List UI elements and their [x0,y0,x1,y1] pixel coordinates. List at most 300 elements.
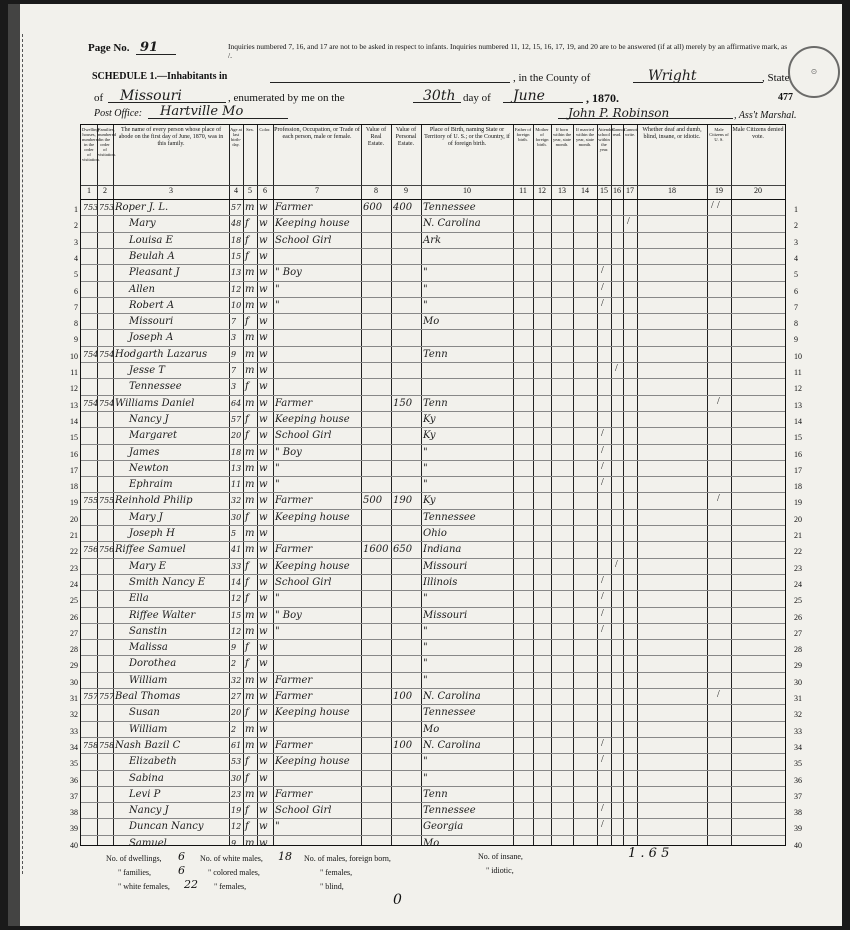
sex: f [245,316,249,328]
line-number-left: 24 [70,579,78,589]
birthplace: Tennessee [423,511,476,523]
sheet-number: 477 [778,92,793,103]
age: 7 [231,366,237,375]
occupation: Keeping house [275,511,350,523]
age: 14 [231,577,242,587]
dwelling-number: 754 [83,398,99,408]
line-number-right: 12 [794,384,802,394]
line-number-right: 1 [794,205,798,214]
dwelling-number: 754 [83,349,99,359]
color: w [259,756,268,768]
line-number-left: 27 [70,628,78,638]
color: w [259,788,268,800]
person-name: Joseph H [129,528,175,539]
age: 18 [231,235,242,245]
tick-mark: / [627,216,630,228]
birthplace: " [423,446,428,458]
day-of-label: day of [463,92,491,104]
color: w [259,625,268,637]
line-number-left: 17 [70,465,78,475]
column-header-4: Age at last birth-day. [230,127,242,147]
tick-mark: / [601,265,604,277]
color: w [259,250,268,262]
line-number-right: 19 [794,498,802,508]
person-name: Louisa E [129,234,173,246]
family-number: 754 [99,398,115,408]
sex: m [245,788,255,800]
color: w [259,479,268,491]
line-number-left: 37 [70,791,78,801]
person-name: Sanstin [129,625,168,637]
color: w [259,299,268,311]
column-header-6: Color. [259,127,271,132]
birthplace: Ohio [423,528,447,539]
line-number-right: 8 [794,319,798,329]
personal-estate-value: 650 [393,544,413,556]
color: w [259,609,268,621]
real-estate-value: 600 [363,202,383,213]
color: w [259,202,268,213]
sex: m [245,691,255,702]
color: w [259,397,268,409]
age: 11 [231,480,242,490]
tick-mark: / [601,803,604,815]
insane-label: No. of insane, [478,852,523,861]
birthplace: " [423,462,428,474]
column-number-4: 4 [234,186,238,195]
line-number-right: 37 [794,791,802,801]
occupation: " [275,479,280,491]
color: w [259,723,268,735]
sex: f [245,658,249,670]
post-office-label: Post Office: [94,108,143,119]
occupation: School Girl [275,576,332,588]
age: 3 [231,333,237,343]
sex: m [245,528,255,539]
sex: m [245,299,255,311]
age: 12 [231,284,242,294]
line-number-right: 27 [794,628,802,638]
occupation: Keeping house [275,560,350,572]
line-number-right: 21 [794,531,802,540]
post-office-value: Hartville Mo [160,104,244,119]
line-number-right: 13 [794,400,802,410]
occupation: Keeping house [275,756,350,768]
birthplace: " [423,267,428,279]
color: w [259,772,268,784]
person-name: Smith Nancy E [129,576,206,588]
column-number-7: 7 [315,186,319,195]
age: 57 [231,203,242,212]
colored-males-label: " colored males, [208,868,260,877]
family-number: 755 [99,496,115,506]
families-label: " families, [118,868,152,877]
color: w [259,218,268,230]
citizen-mark: / [717,493,720,505]
occupation: " Boy [275,267,302,279]
line-number-left: 1 [74,205,78,214]
color: w [259,658,268,670]
sex: f [245,250,249,262]
color: w [259,528,268,539]
column-number-19: 19 [715,186,723,195]
occupation: Farmer [275,202,313,213]
dwelling-number: 755 [83,496,99,506]
age: 9 [231,838,237,848]
dwellings-label: No. of dwellings, [106,854,162,863]
line-number-left: 6 [74,286,78,296]
personal-estate-value: 190 [393,495,413,507]
occupation: School Girl [275,234,332,246]
personal-estate-value: 100 [393,739,413,751]
column-header-18: Whether deaf and dumb, blind, insane, or idiotic. [642,127,702,140]
birthplace: Mo [423,316,440,328]
family-number: 753 [99,203,115,212]
column-header-8: Value of Real Estate. [365,127,387,147]
dwelling-number: 758 [83,740,99,750]
sex: f [245,430,249,442]
line-number-right: 38 [794,808,802,818]
person-name: Ephraim [129,479,173,491]
birthplace: Illinois [423,576,458,588]
colored-females-label: " females, [214,882,247,891]
line-number-left: 40 [70,840,78,850]
person-name: Joseph A [129,332,174,344]
tick-mark: / [601,737,604,749]
age: 20 [231,708,242,718]
color: w [259,332,268,344]
families-value: 6 [178,864,185,877]
birthplace: Ark [423,234,442,246]
person-name: Jesse T [129,365,165,376]
color: w [259,837,268,849]
line-number-left: 32 [70,710,78,720]
line-number-left: 39 [70,824,78,834]
census-table [80,124,786,849]
age: 57 [231,414,242,424]
occupation: " [275,593,280,605]
occupation: Farmer [275,397,313,409]
person-name: Dorothea [129,658,177,670]
color: w [259,234,268,246]
line-number-left: 23 [70,563,78,573]
sex: m [245,609,255,621]
person-name: William [129,723,168,735]
color: w [259,576,268,588]
birthplace: " [423,283,428,295]
birthplace: Ky [423,413,436,425]
dwelling-number: 753 [83,203,99,212]
tick-mark: / [601,477,604,489]
line-number-left: 15 [70,433,78,443]
person-name: Newton [129,462,169,474]
scan-edge [8,4,20,926]
occupation: " [275,283,280,295]
person-name: Mary J [129,511,163,523]
occupation: Farmer [275,739,313,751]
line-number-left: 36 [70,775,78,785]
line-number-right: 39 [794,824,802,834]
age: 61 [231,740,242,750]
tick-mark: / [601,574,604,586]
line-number-left: 7 [74,302,78,312]
column-number-10: 10 [463,186,471,195]
tick-mark: / [711,200,714,211]
person-name: Riffee Walter [129,609,196,621]
person-name: Missouri [129,316,174,328]
bottom-mark: 0 [393,892,402,908]
line-number-right: 32 [794,710,802,720]
age: 10 [231,300,242,310]
sex: m [245,723,255,735]
sex: m [245,495,255,507]
occupation: " [275,625,280,637]
sex: m [245,479,255,491]
color: w [259,560,268,572]
line-number-right: 34 [794,742,802,752]
line-number-right: 20 [794,514,802,524]
sex: f [245,805,249,817]
personal-estate-value: 400 [393,202,413,213]
color: w [259,707,268,719]
family-number: 758 [99,740,115,750]
birthplace: " [423,625,428,637]
line-number-left: 3 [74,237,78,247]
age: 33 [231,561,242,571]
sex: f [245,593,249,605]
line-number-right: 2 [794,221,798,231]
age: 64 [231,398,242,408]
column-number-20: 20 [754,186,762,195]
age: 15 [231,251,242,261]
white-females-value: 22 [184,878,198,891]
citizen-mark: / [717,689,720,700]
person-name: Malissa [129,642,168,654]
sex: f [245,576,249,588]
person-name: Robert A [129,299,175,311]
line-number-left: 31 [70,694,78,703]
occupation: Farmer [275,544,313,556]
column-header-11: Father of foreign birth. [514,127,532,142]
line-number-left: 34 [70,742,78,752]
age: 23 [231,789,242,799]
age: 3 [231,382,237,392]
sex: m [245,625,255,637]
tick-mark: / [601,428,604,440]
person-name: Beal Thomas [115,691,181,702]
tick-mark: / [601,460,604,472]
color: w [259,413,268,425]
birthplace: Ky [423,495,436,507]
person-name: Susan [129,707,160,719]
line-number-right: 6 [794,286,798,296]
census-page [8,4,842,926]
column-header-1: Dwelling-houses, numbered in the order of visitation. [82,127,101,162]
footer-tally: 1 . 6 5 [628,846,670,861]
sex: m [245,332,255,344]
occupation: Farmer [275,495,313,507]
line-number-right: 35 [794,759,802,769]
person-name: Pleasant J [129,267,180,279]
sex: m [245,462,255,474]
column-number-16: 16 [613,186,621,195]
column-number-9: 9 [404,186,408,195]
color: w [259,348,268,360]
age: 13 [231,268,242,278]
birthplace: " [423,642,428,654]
line-number-right: 7 [794,302,798,312]
sex: m [245,202,255,213]
dwelling-number: 757 [83,692,99,701]
line-number-left: 10 [70,351,78,361]
age: 53 [231,757,242,767]
birthplace: " [423,479,428,491]
birthplace: N. Carolina [423,739,481,751]
person-name: Allen [129,283,155,295]
age: 20 [231,431,242,441]
person-name: Tennessee [129,381,182,393]
person-name: Duncan Nancy [129,821,204,833]
color: w [259,691,268,702]
column-number-8: 8 [374,186,378,195]
birthplace: Georgia [423,821,464,833]
column-header-3: The name of every person whose place of abode on the first day of June, 1870, was in this family. [118,127,224,147]
tick-mark: / [601,607,604,619]
person-name: Mary [129,218,156,230]
tick-mark: / [601,281,604,293]
family-number: 754 [99,349,115,359]
sex: f [245,560,249,572]
birthplace: Indiana [423,544,462,556]
age: 30 [231,512,242,522]
tick-mark: / [601,623,604,635]
tick-mark: / [601,297,604,309]
age: 18 [231,447,242,457]
sex: f [245,707,249,719]
column-number-14: 14 [581,186,589,195]
family-number: 756 [99,545,115,555]
sex: f [245,756,249,768]
column-header-20: Male Citizens denied vote. [732,127,784,140]
color: w [259,381,268,393]
person-name: Hodgarth Lazarus [115,348,208,360]
age: 48 [231,219,242,229]
line-number-right: 9 [794,335,798,345]
line-number-left: 25 [70,596,78,606]
personal-estate-value: 150 [393,397,413,409]
age: 9 [231,349,237,359]
real-estate-value: 1600 [363,544,389,556]
line-number-left: 16 [70,449,78,459]
age: 30 [231,773,242,783]
color: w [259,593,268,605]
sex: f [245,821,249,833]
birthplace: Mo [423,723,440,735]
county-value: Wright [648,68,697,84]
occupation: " Boy [275,446,302,458]
occupation: School Girl [275,430,332,442]
tick-mark: / [601,819,604,831]
blind-label: " blind, [320,882,344,891]
sex: f [245,772,249,784]
line-number-right: 5 [794,270,798,280]
line-number-right: 10 [794,351,802,361]
line-number-right: 23 [794,563,802,573]
white-males-value: 18 [278,850,292,863]
birthplace: " [423,299,428,311]
tick-mark: / [615,363,618,374]
line-number-left: 19 [70,498,78,508]
archive-stamp: ⊙ [788,46,840,98]
family-number: 757 [99,692,115,701]
dwelling-number: 756 [83,545,99,555]
page-label: Page No. [88,42,130,54]
occupation: Keeping house [275,413,350,425]
sex: m [245,739,255,751]
age: 7 [231,317,237,327]
line-number-left: 33 [70,726,78,736]
column-header-7: Profession, Occupation, or Trade of each person, male or female. [274,127,360,140]
column-header-15: Attended school within the year. [598,127,615,152]
person-name: Samuel [129,837,167,849]
schedule-label: SCHEDULE 1.—Inhabitants in [92,71,228,82]
sex: f [245,218,249,230]
birthplace: Tenn [423,348,448,360]
dwellings-value: 6 [178,850,185,863]
color: w [259,430,268,442]
line-number-right: 14 [794,416,802,426]
month-value: June [513,88,545,104]
day-value: 30th [423,88,456,104]
birthplace: Tenn [423,397,448,409]
of-label: of [94,92,104,104]
birthplace: Tennessee [423,202,476,213]
line-number-right: 16 [794,449,802,459]
state-label: , State [762,72,790,84]
year-label: , 1870. [586,91,619,105]
occupation: Farmer [275,674,313,686]
birthplace: " [423,772,428,784]
tick-mark: / [601,754,604,766]
line-number-right: 15 [794,433,802,443]
column-number-11: 11 [519,186,527,195]
sex: m [245,267,255,279]
column-number-15: 15 [600,186,608,195]
column-header-9: Value of Personal Estate. [395,127,417,147]
sex: f [245,234,249,246]
line-number-left: 21 [70,531,78,540]
color: w [259,446,268,458]
person-name: Roper J. L. [115,202,169,213]
occupation: " [275,299,280,311]
occupation: Farmer [275,788,313,800]
color: w [259,316,268,328]
column-header-19: Male Citizens of U. S. [709,127,729,142]
males-foreign-label: No. of males, foreign born, [304,854,391,863]
age: 12 [231,822,242,832]
age: 5 [231,529,237,538]
column-header-14: If married within the year, state month. [575,127,595,147]
line-number-left: 20 [70,514,78,524]
color: w [259,511,268,523]
sex: f [245,381,249,393]
tick-mark: / [601,444,604,456]
line-number-right: 30 [794,677,802,687]
column-number-17: 17 [626,186,634,195]
line-number-right: 3 [794,237,798,247]
color: w [259,739,268,751]
age: 2 [231,724,237,734]
